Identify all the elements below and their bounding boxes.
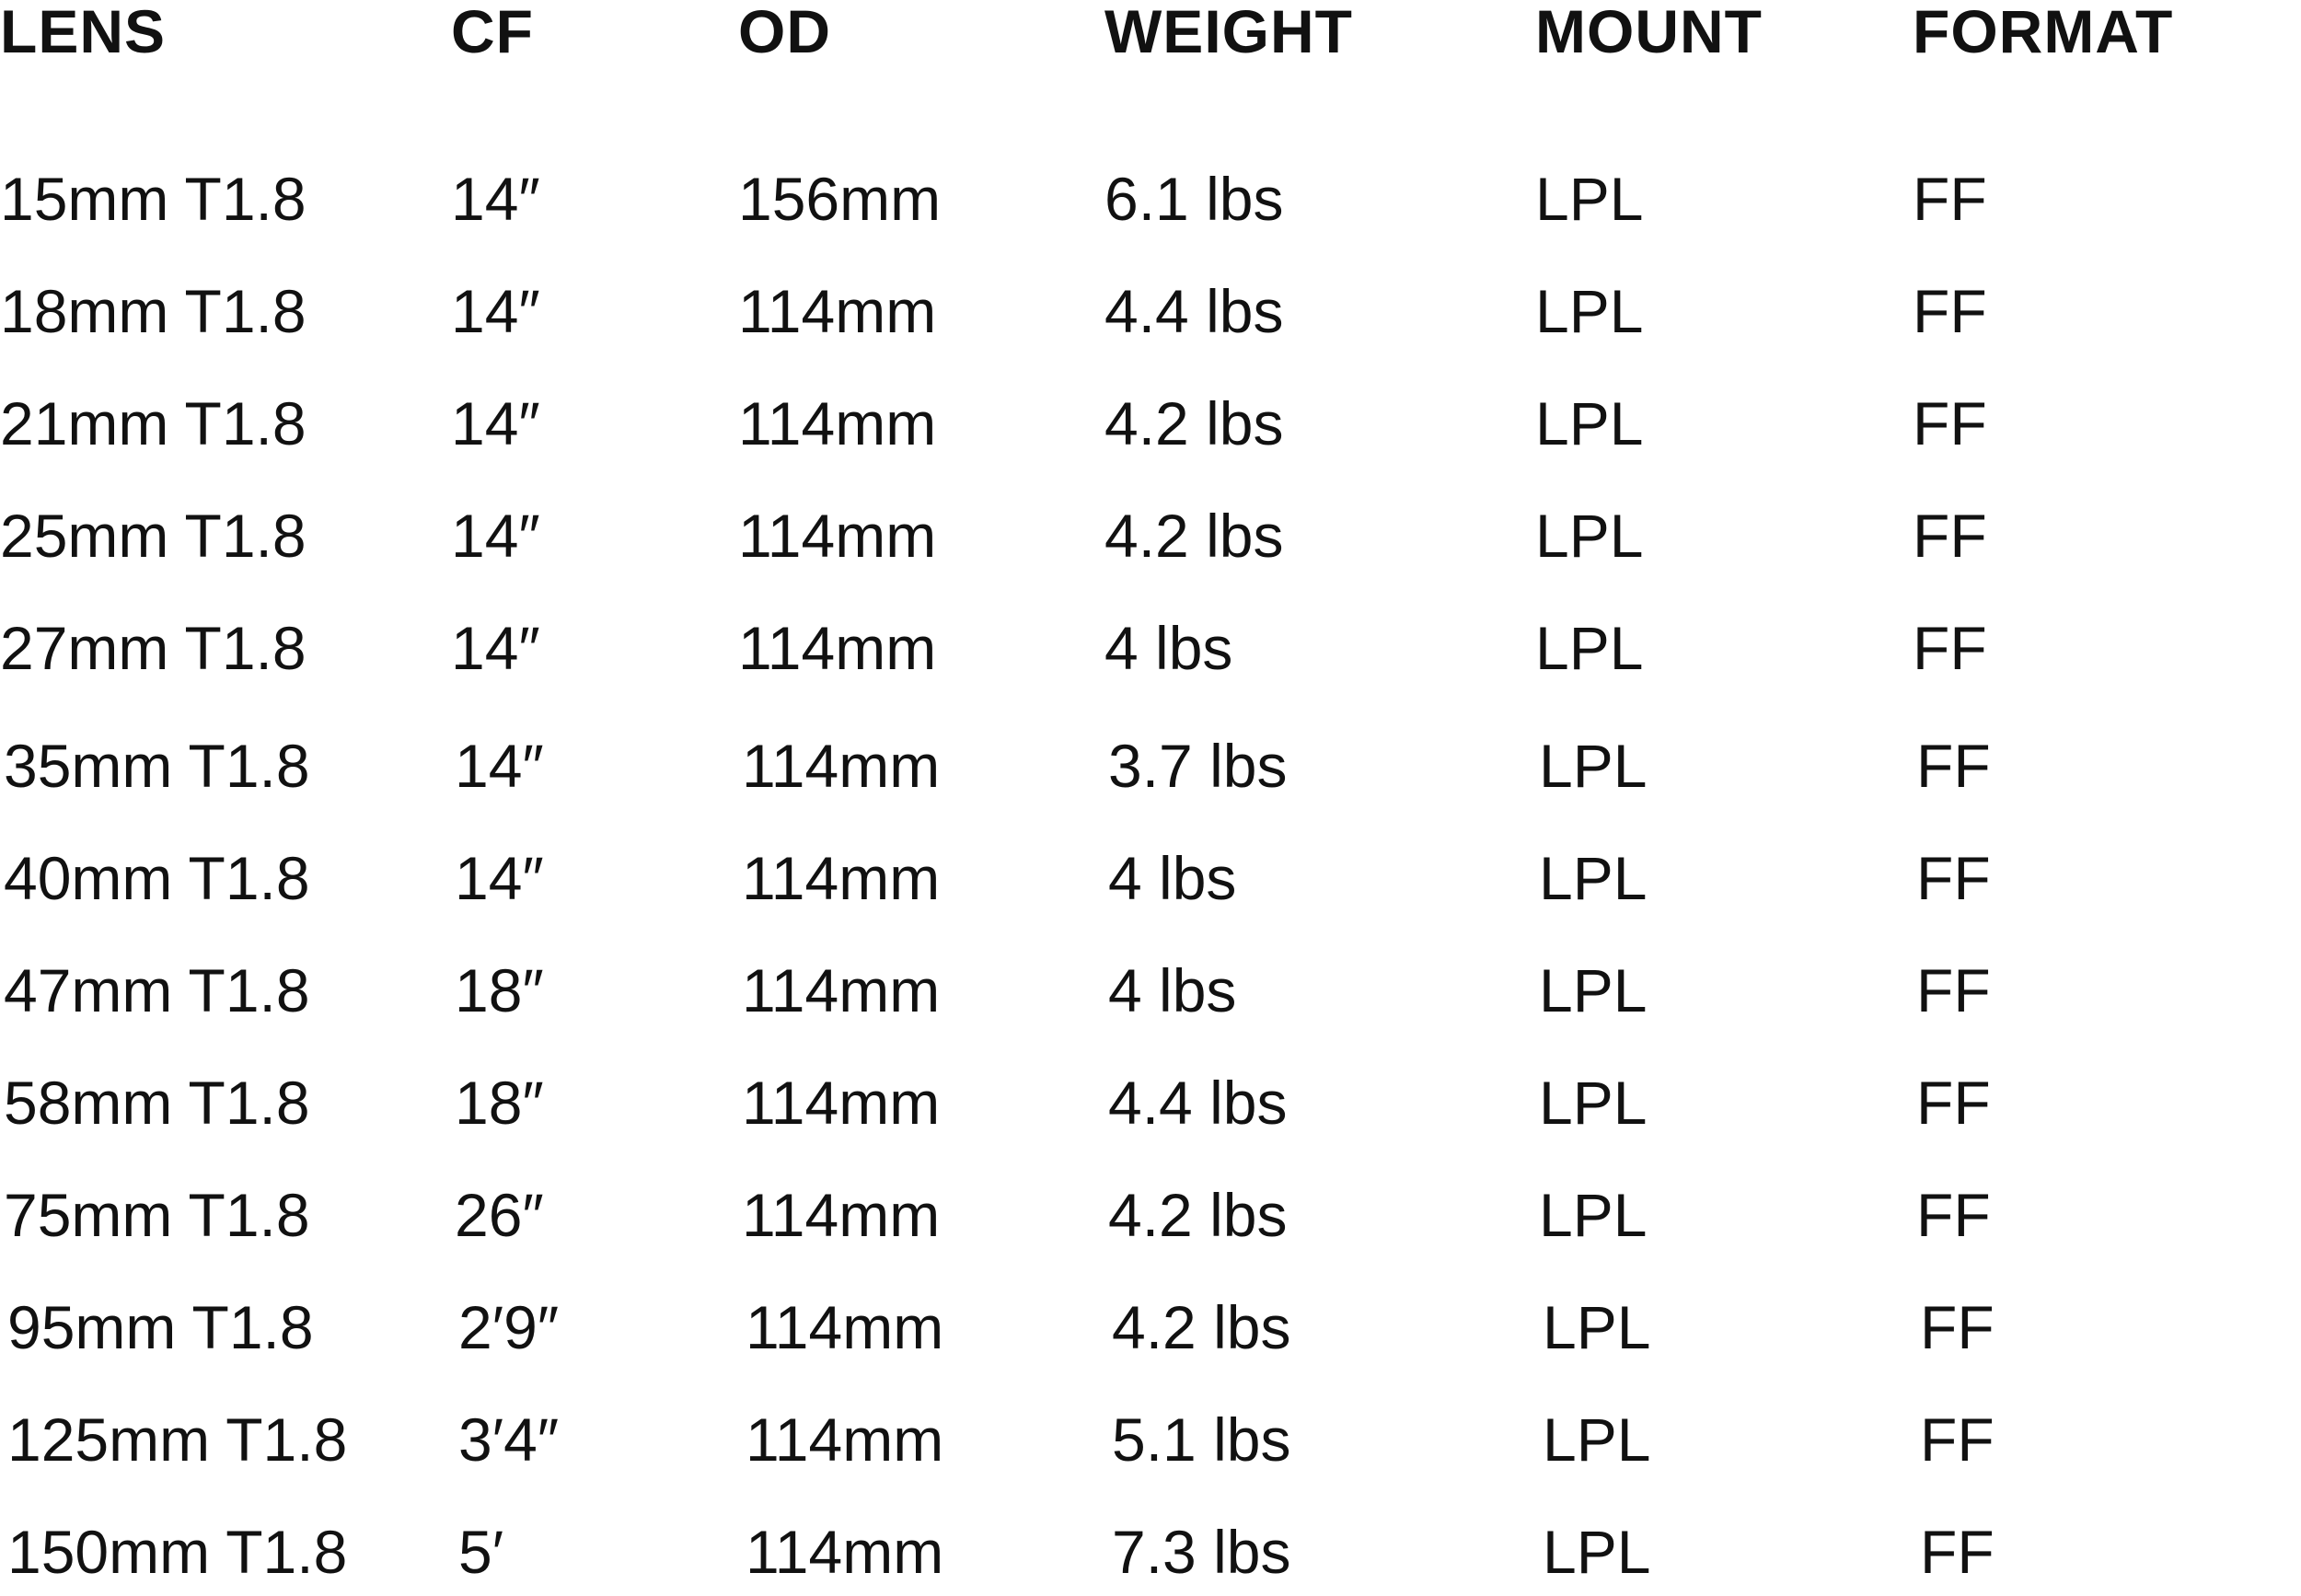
table-row xyxy=(0,946,2301,1035)
cell-lens: 27mm T1.8 xyxy=(0,614,306,682)
column-header-lens: LENS xyxy=(0,0,167,65)
cell-lens: 15mm T1.8 xyxy=(0,165,306,233)
cell-weight: 4.2 lbs xyxy=(1112,1293,1291,1361)
cell-od: 114mm xyxy=(738,277,937,345)
cell-cf: 3′4″ xyxy=(458,1405,560,1474)
column-header-od: OD xyxy=(738,0,831,65)
cell-lens: 58mm T1.8 xyxy=(4,1069,310,1137)
cell-cf: 14″ xyxy=(451,389,540,457)
cell-weight: 3.7 lbs xyxy=(1108,732,1288,800)
cell-od: 156mm xyxy=(738,165,942,233)
cell-lens: 40mm T1.8 xyxy=(4,844,310,912)
cell-cf: 14″ xyxy=(455,844,544,912)
cell-lens: 35mm T1.8 xyxy=(4,732,310,800)
table-row xyxy=(0,604,2301,692)
cell-weight: 4 lbs xyxy=(1108,844,1237,912)
table-row xyxy=(0,722,2301,810)
cell-cf: 14″ xyxy=(451,614,540,682)
table-row xyxy=(0,1283,2301,1371)
cell-format: FF xyxy=(1913,502,1987,570)
cell-format: FF xyxy=(1916,844,1991,912)
cell-od: 114mm xyxy=(738,614,937,682)
cell-cf: 14″ xyxy=(451,277,540,345)
cell-od: 114mm xyxy=(738,502,937,570)
cell-format: FF xyxy=(1916,956,1991,1024)
cell-cf: 2′9″ xyxy=(458,1293,560,1361)
cell-lens: 150mm T1.8 xyxy=(7,1518,348,1586)
cell-weight: 4.2 lbs xyxy=(1104,502,1284,570)
column-header-weight: WEIGHT xyxy=(1104,0,1353,65)
cell-format: FF xyxy=(1916,1069,1991,1137)
table-row xyxy=(0,379,2301,468)
cell-mount: LPL xyxy=(1535,277,1644,345)
column-header-cf: CF xyxy=(451,0,534,65)
cell-weight: 4 lbs xyxy=(1104,614,1233,682)
table-row xyxy=(0,1058,2301,1147)
cell-mount: LPL xyxy=(1539,1069,1648,1137)
cell-mount: LPL xyxy=(1535,614,1644,682)
cell-lens: 75mm T1.8 xyxy=(4,1181,310,1249)
cell-mount: LPL xyxy=(1535,165,1644,233)
cell-format: FF xyxy=(1920,1405,1995,1474)
table-row xyxy=(0,834,2301,922)
table-row xyxy=(0,1171,2301,1259)
cell-od: 114mm xyxy=(742,956,941,1024)
cell-format: FF xyxy=(1916,732,1991,800)
cell-format: FF xyxy=(1916,1181,1991,1249)
cell-mount: LPL xyxy=(1539,1181,1648,1249)
cell-weight: 4.4 lbs xyxy=(1104,277,1284,345)
cell-mount: LPL xyxy=(1539,844,1648,912)
cell-od: 114mm xyxy=(746,1293,944,1361)
cell-weight: 4.4 lbs xyxy=(1108,1069,1288,1137)
cell-od: 114mm xyxy=(742,1069,941,1137)
cell-cf: 18″ xyxy=(455,956,544,1024)
cell-od: 114mm xyxy=(738,389,937,457)
cell-mount: LPL xyxy=(1535,389,1644,457)
cell-lens: 21mm T1.8 xyxy=(0,389,306,457)
table-row xyxy=(0,492,2301,580)
cell-mount: LPL xyxy=(1539,956,1648,1024)
cell-od: 114mm xyxy=(742,844,941,912)
cell-weight: 5.1 lbs xyxy=(1112,1405,1291,1474)
cell-weight: 4 lbs xyxy=(1108,956,1237,1024)
column-header-format: FORMAT xyxy=(1913,0,2174,65)
cell-weight: 4.2 lbs xyxy=(1108,1181,1288,1249)
table-header xyxy=(0,0,2301,75)
cell-lens: 125mm T1.8 xyxy=(7,1405,348,1474)
table-row xyxy=(0,1395,2301,1484)
cell-lens: 95mm T1.8 xyxy=(7,1293,314,1361)
cell-cf: 18″ xyxy=(455,1069,544,1137)
cell-cf: 14″ xyxy=(455,732,544,800)
cell-weight: 6.1 lbs xyxy=(1104,165,1284,233)
cell-cf: 14″ xyxy=(451,165,540,233)
cell-lens: 25mm T1.8 xyxy=(0,502,306,570)
cell-mount: LPL xyxy=(1535,502,1644,570)
cell-weight: 7.3 lbs xyxy=(1112,1518,1291,1586)
cell-od: 114mm xyxy=(742,732,941,800)
cell-format: FF xyxy=(1920,1518,1995,1586)
table-row xyxy=(0,155,2301,243)
cell-format: FF xyxy=(1920,1293,1995,1361)
cell-mount: LPL xyxy=(1543,1405,1651,1474)
cell-format: FF xyxy=(1913,277,1987,345)
cell-lens: 18mm T1.8 xyxy=(0,277,306,345)
table-row xyxy=(0,1508,2301,1596)
cell-lens: 47mm T1.8 xyxy=(4,956,310,1024)
cell-mount: LPL xyxy=(1543,1293,1651,1361)
cell-cf: 5′ xyxy=(458,1518,504,1586)
cell-cf: 26″ xyxy=(455,1181,544,1249)
cell-od: 114mm xyxy=(742,1181,941,1249)
cell-od: 114mm xyxy=(746,1518,944,1586)
cell-format: FF xyxy=(1913,165,1987,233)
cell-mount: LPL xyxy=(1543,1518,1651,1586)
cell-cf: 14″ xyxy=(451,502,540,570)
cell-weight: 4.2 lbs xyxy=(1104,389,1284,457)
column-header-mount: MOUNT xyxy=(1535,0,1763,65)
cell-mount: LPL xyxy=(1539,732,1648,800)
cell-format: FF xyxy=(1913,389,1987,457)
cell-format: FF xyxy=(1913,614,1987,682)
table-row xyxy=(0,267,2301,355)
cell-od: 114mm xyxy=(746,1405,944,1474)
